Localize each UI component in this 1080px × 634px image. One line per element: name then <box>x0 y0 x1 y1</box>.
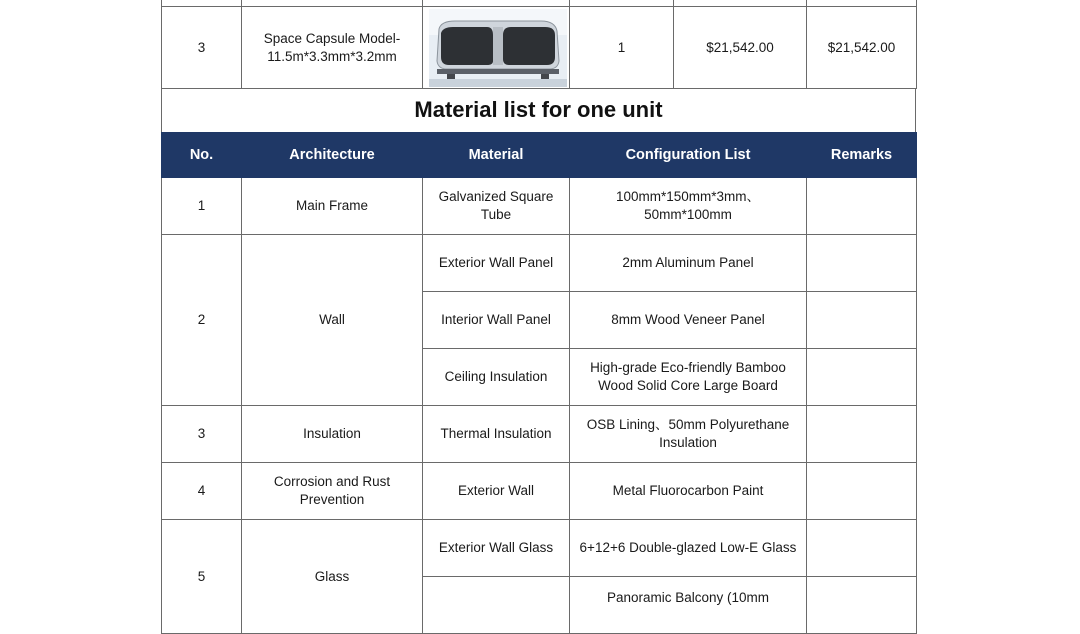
table-row <box>162 463 917 520</box>
cell-image <box>423 7 570 89</box>
space-capsule-image <box>429 9 567 87</box>
table-row <box>162 178 917 235</box>
cell-no: 5 <box>162 520 242 634</box>
cell-material: Interior Wall Panel <box>423 292 570 349</box>
cell-architecture: Glass <box>242 520 423 634</box>
header-material: Material <box>423 133 570 178</box>
cell-material: Thermal Insulation <box>423 406 570 463</box>
cell-material: Galvanized Square Tube <box>423 178 570 235</box>
cell-material: Exterior Wall Panel <box>423 235 570 292</box>
cell-remarks <box>807 235 917 292</box>
cell-no: 3 <box>162 7 242 89</box>
table-row <box>162 7 917 89</box>
cell-unit-price: $21,542.00 <box>674 7 807 89</box>
cell-architecture: Corrosion and Rust Prevention <box>242 463 423 520</box>
quotation-sheet <box>161 0 916 605</box>
cell-total: $21,542.00 <box>807 7 917 89</box>
cell-remarks <box>807 577 917 634</box>
cell-material <box>423 577 570 634</box>
cell-remarks <box>807 520 917 577</box>
cell-remarks <box>807 463 917 520</box>
cell-architecture: Wall <box>242 235 423 406</box>
cell-config: 8mm Wood Veneer Panel <box>570 292 807 349</box>
cell-material: Ceiling Insulation <box>423 349 570 406</box>
cell-config: Metal Fluorocarbon Paint <box>570 463 807 520</box>
cell-no: 1 <box>162 178 242 235</box>
cell-remarks <box>807 292 917 349</box>
material-table <box>161 132 917 634</box>
cell-config: Panoramic Balcony (10mm <box>570 577 807 634</box>
cell-config: High-grade Eco-friendly Bamboo Wood Solid Core Large Board <box>570 349 807 406</box>
cell-config: OSB Lining、50mm Polyurethane Insulation <box>570 406 807 463</box>
header-remarks: Remarks <box>807 133 917 178</box>
cell-material: Exterior Wall Glass <box>423 520 570 577</box>
header-architecture: Architecture <box>242 133 423 178</box>
header-configuration-list: Configuration List <box>570 133 807 178</box>
section-title: Material list for one unit <box>161 88 916 132</box>
cell-material: Exterior Wall <box>423 463 570 520</box>
cell-remarks <box>807 406 917 463</box>
cell-no: 2 <box>162 235 242 406</box>
table-header-row <box>162 133 917 178</box>
table-row <box>162 406 917 463</box>
cell-config: 100mm*150mm*3mm、50mm*100mm <box>570 178 807 235</box>
product-table <box>161 0 917 89</box>
cell-config: 2mm Aluminum Panel <box>570 235 807 292</box>
cell-architecture: Insulation <box>242 406 423 463</box>
header-no: No. <box>162 133 242 178</box>
cell-remarks <box>807 178 917 235</box>
table-row <box>162 520 917 577</box>
cell-qty: 1 <box>570 7 674 89</box>
cell-remarks <box>807 349 917 406</box>
table-row <box>162 235 917 292</box>
cell-no: 4 <box>162 463 242 520</box>
cell-architecture: Main Frame <box>242 178 423 235</box>
cell-no: 3 <box>162 406 242 463</box>
cell-config: 6+12+6 Double-glazed Low-E Glass <box>570 520 807 577</box>
cell-name: Space Capsule Model- 11.5m*3.3mm*3.2mm <box>242 7 423 89</box>
